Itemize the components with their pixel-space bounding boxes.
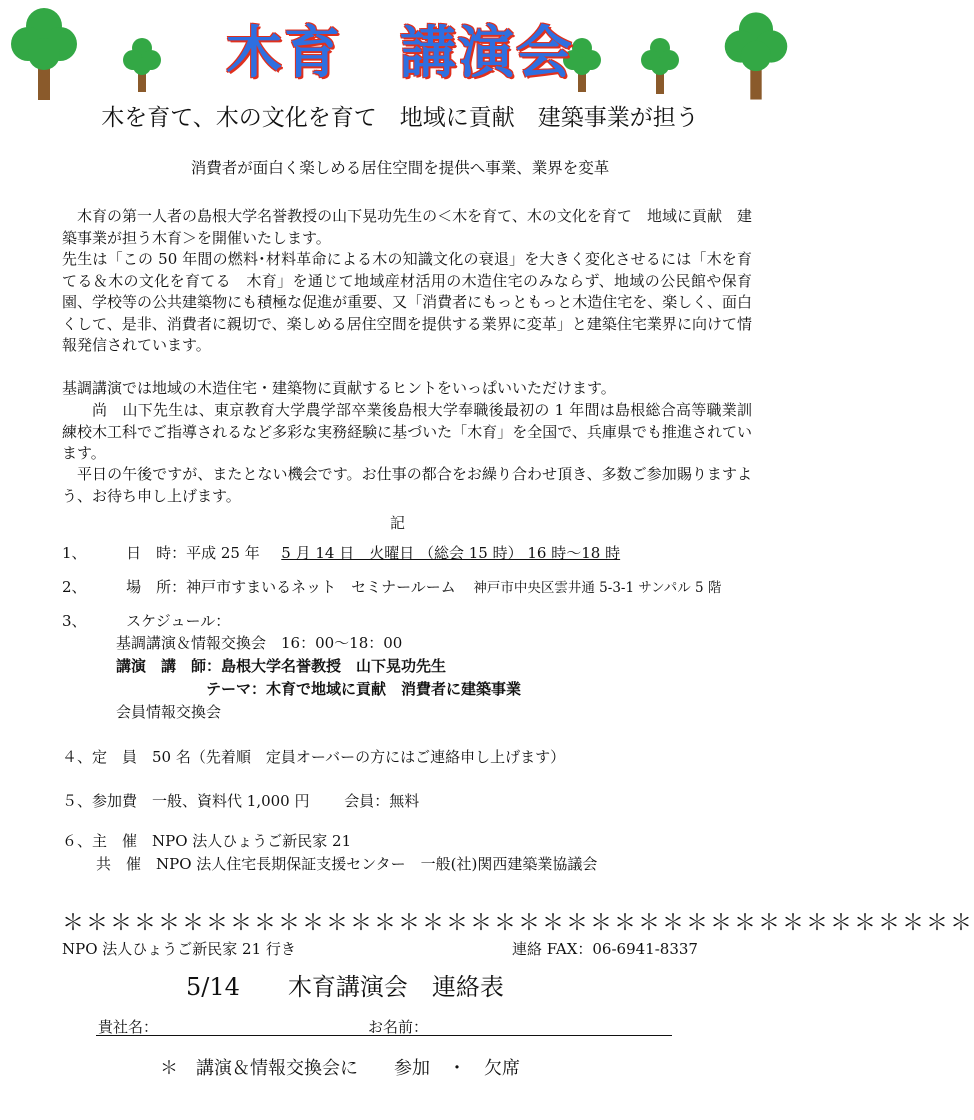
tree-icon xyxy=(6,4,82,102)
date-label: 日 時：平成 25 年 xyxy=(126,544,260,562)
paragraph-background: 先生は「この 50 年間の燃料･材料革命による木の知識文化の衰退」を大きく変化させるには「木を育てる＆木の文化を育てる 木育」を通じて地域産材活用の木造住宅のみならず、地域の公民館や保育園、学校等の公共建築物にも積極な促進が重要、又「消費者にもっともっと木造住宅を、楽しく、面白くして、是非、消費者に親切で、楽しめる居住空間を提供する業界に変革」と建築住宅業界に向けて情報発信されています。 xyxy=(62,250,752,354)
detail-date xyxy=(62,542,620,564)
form-recipient: NPO 法人ひょうご新民家 21 行き xyxy=(62,940,296,958)
detail-capacity: ４、定 員 50 名（先着順 定員オーバーの方にはご連絡申し上げます） xyxy=(62,748,566,766)
paragraph-speaker: 尚 山下先生は、東京教育大学農学部卒業後島根大学奉職後最初の 1 年間は島根総合高等職業訓練校木工科でご指導されるなど多彩な実務経験に基づいた「木育」を全国で、兵庫県でも推進されています。 xyxy=(62,401,752,462)
detail-co-organizer: 共 催 NPO 法人住宅長期保証支援センター 一般(社)関西建築業協議会 xyxy=(96,855,598,873)
ki-marker: 記 xyxy=(390,514,406,532)
company-label: 貴社名： xyxy=(98,1018,159,1036)
lead-text: 消費者が面白く楽しめる居住空間を提供へ事業、業界を変革 xyxy=(190,159,610,177)
form-fax: 連絡 FAX：06-6941-8337 xyxy=(512,940,698,958)
page-title: 木育 講演会 xyxy=(226,21,574,86)
venue-address: 神戸市中央区雲井通 5-3-1 サンパル 5 階 xyxy=(473,580,722,596)
detail-schedule xyxy=(62,610,230,632)
paragraph-intro: 木育の第一人者の島根大学名誉教授の山下晃功先生の＜木を育て、木の文化を育て 地域に貢献 建築事業が担う木育＞を開催いたします。 xyxy=(62,207,752,247)
tree-icon xyxy=(122,36,162,94)
detail-organizer: ６、主 催 NPO 法人ひょうご新民家 21 xyxy=(62,832,352,850)
schedule-keynote: 基調講演＆情報交換会 16：00～18：00 xyxy=(116,634,403,652)
separator-stars: ＊＊＊＊＊＊＊＊＊＊＊＊＊＊＊＊＊＊＊＊＊＊＊＊＊＊＊＊＊＊＊＊＊＊＊＊＊＊ xyxy=(62,911,974,936)
detail-fee: ５、参加費 一般、資料代 1,000 円 会員：無料 xyxy=(62,792,420,810)
item-number: 2、 xyxy=(62,578,87,596)
schedule-speaker: 講演 講 師：島根大学名誉教授 山下晃功先生 xyxy=(116,657,447,675)
name-label: お名前： xyxy=(368,1018,429,1036)
form-title: 5/14 木育講演会 連絡表 xyxy=(186,973,504,1001)
detail-venue xyxy=(62,576,721,599)
schedule-label: スケジュール： xyxy=(126,612,231,630)
subtitle: 木を育て、木の文化を育て 地域に貢献 建築事業が担う xyxy=(101,105,699,131)
schedule-member-exchange: 会員情報交換会 xyxy=(116,703,222,721)
attendance-choice[interactable]: ＊ 講演＆情報交換会に 参加 ・ 欠席 xyxy=(160,1058,520,1079)
tree-icon xyxy=(720,8,792,102)
schedule-theme: テーマ：木育で地域に貢献 消費者に建築事業 xyxy=(206,680,522,698)
name-field[interactable] xyxy=(368,1035,672,1036)
venue-label: 場 所：神戸市すまいるネット セミナールーム xyxy=(126,578,456,596)
item-number: 3、 xyxy=(62,612,87,630)
paragraph-keynote: 基調講演では地域の木造住宅・建築物に貢献するヒントをいっぱいいただけます。 xyxy=(62,379,616,397)
item-number: 1、 xyxy=(62,544,87,562)
date-value: 5 月 14 日 火曜日 （総会 15 時） 16 時～18 時 xyxy=(281,544,621,562)
tree-icon xyxy=(640,36,680,96)
company-field[interactable] xyxy=(96,1035,368,1036)
paragraph-invitation: 平日の午後ですが、またとない機会です。お仕事の都合をお繰り合わせ頂き、多数ご参加賜りますよう、お待ち申し上げます。 xyxy=(62,465,752,505)
